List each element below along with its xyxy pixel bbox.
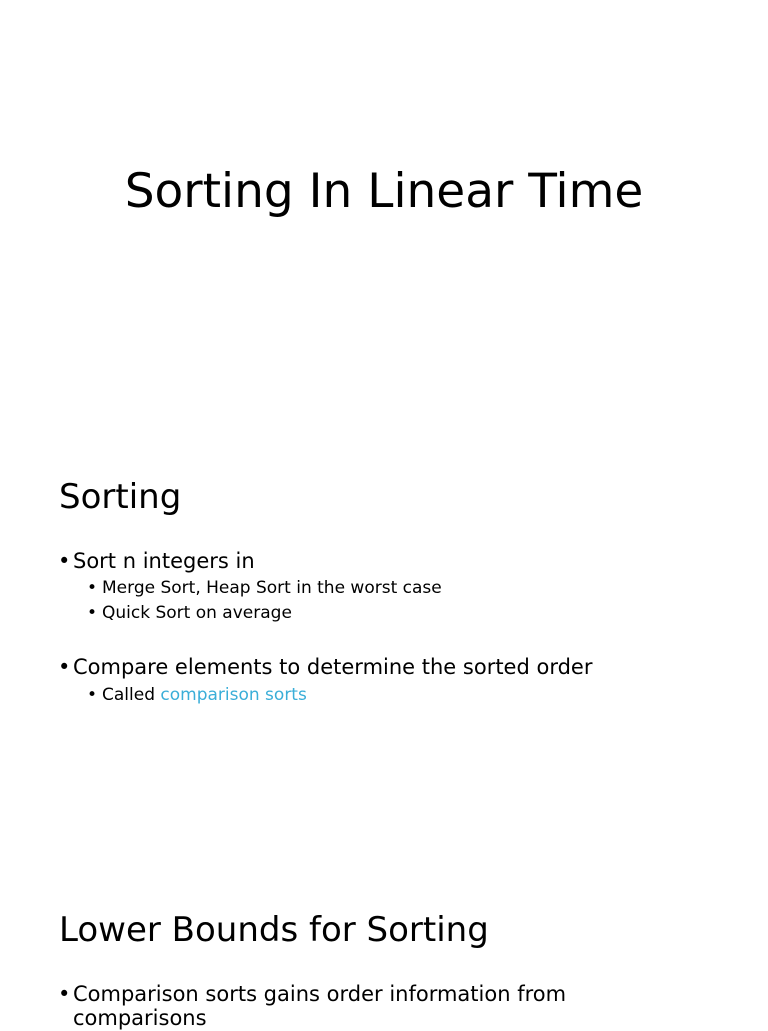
sub-bullet-prefix: Called [102,685,161,705]
bullet-text: Sort n integers in [73,549,255,573]
bullet-item [58,548,255,574]
bullet-item [58,981,566,1007]
sub-bullet-text [102,685,307,705]
bullet-icon: • [87,603,98,623]
bullet-text-line-2: comparisons [73,1006,207,1030]
bullet-icon: • [87,578,98,598]
section-heading-sorting: Sorting [59,477,182,517]
sub-bullet-item [87,602,292,624]
bullet-icon: • [58,655,71,679]
bullet-text: Compare elements to determine the sorted order [73,655,593,679]
section-heading-lower-bounds: Lower Bounds for Sorting [59,910,489,950]
sub-bullet-item [87,684,307,706]
bullet-item [58,654,592,680]
bullet-text-line-1: Comparison sorts gains order information from [73,982,567,1006]
bullet-continuation [58,1005,207,1031]
bullet-icon: • [58,549,71,573]
bullet-icon: • [58,982,71,1006]
sub-bullet-text: Quick Sort on average [102,603,292,623]
comparison-sorts-link[interactable]: comparison sorts [160,685,307,705]
sub-bullet-item [87,577,442,599]
sub-bullet-text: Merge Sort, Heap Sort in the worst case [102,578,442,598]
bullet-icon: • [87,685,98,705]
slide-title: Sorting In Linear Time [124,164,644,219]
